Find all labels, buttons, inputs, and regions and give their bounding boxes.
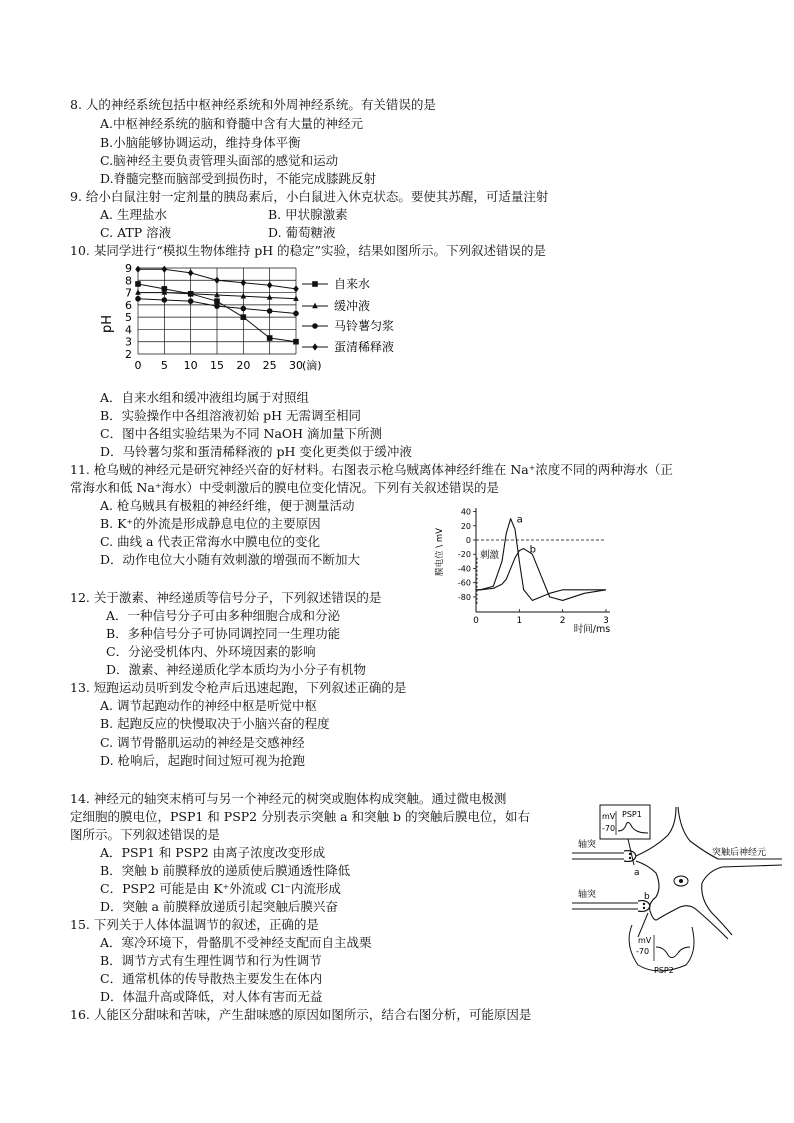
ph-chart: [100, 262, 420, 387]
ph-y-tick-label: 8: [125, 274, 132, 288]
ph-data-point: [135, 281, 141, 287]
ph-y-tick-label: 9: [125, 262, 132, 275]
synapse-b-label: b: [644, 892, 650, 902]
mp-y-tick-label: 0: [465, 536, 471, 545]
psp2-mv-label: mV: [638, 936, 652, 945]
ph-legend-marker: [312, 303, 318, 309]
q14-option-d: D．突触 a 前膜释放递质引起突触后膜兴奋: [100, 899, 338, 914]
ph-y-tick-label: 6: [125, 298, 132, 312]
psp2-label: PSP2: [654, 966, 674, 975]
ph-x-tick-label: 25: [262, 359, 277, 372]
ph-x-tick-label: 0: [134, 359, 142, 372]
q13-option-a: A. 调节起跑动作的神经中枢是听觉中枢: [100, 698, 317, 713]
q11-stem-line2: 常海水和低 Na⁺海水）中受刺激后的膜电位变化情况。下列有关叙述错误的是: [70, 480, 499, 495]
q9-stem: 9. 给小白鼠注射一定剂量的胰岛素后，小白鼠进入休克状态。要使其苏醒，可适量注射: [70, 189, 549, 204]
psp2-electrode: [638, 913, 648, 937]
ph-chart-y-ticks: [125, 262, 132, 361]
q12-option-a: A．一种信号分子可由多种细胞合成和分泌: [106, 608, 341, 623]
ph-legend-label: 自来水: [334, 277, 371, 291]
psp1-label: PSP1: [622, 810, 642, 819]
q12-option-b: B．多种信号分子可协同调控同一生理功能: [106, 626, 341, 641]
ph-x-tick-label: 20: [236, 359, 251, 372]
q8-option-c: C.脑神经主要负责管理头面部的感觉和运动: [100, 153, 339, 168]
q14-stem-line1: 14. 神经元的轴突末梢可与另一个神经元的树突或胞体构成突触。通过微电极测: [70, 791, 507, 806]
psp2-trace: [629, 925, 694, 975]
membrane-potential-chart: [432, 500, 622, 640]
mp-series-label: b: [529, 544, 537, 556]
ph-y-tick-label: 2: [125, 348, 132, 361]
q11-option-d: D．动作电位大小随有效刺激的增强而不断加大: [100, 552, 361, 567]
q16-stem: 16. 人能区分甜味和苦味，产生甜味感的原因如图所示，结合右图分析，可能原因是: [70, 1007, 532, 1022]
ph-data-point: [135, 289, 141, 295]
ph-data-point: [241, 314, 247, 320]
q9-option-d: D. 葡萄糖液: [268, 225, 336, 240]
ph-data-point: [135, 266, 141, 273]
ph-data-point: [188, 269, 194, 276]
q10-option-a: A．自来水组和缓冲液组均属于对照组: [100, 390, 310, 405]
ph-data-point: [293, 311, 299, 317]
mp-chart-x-label: 时间/ms: [573, 624, 611, 635]
q9-option-c: C. ATP 溶液: [100, 225, 172, 240]
mp-chart-y-label: 膜电位 \ mV: [435, 528, 445, 576]
q11-option-a: A. 枪乌贼具有极粗的神经纤维，便于测量活动: [100, 498, 355, 513]
q8-stem: 8. 人的神经系统包括中枢神经系统和外周神经系统。有关错误的是: [70, 97, 436, 112]
ph-chart-y-label: pH: [100, 314, 115, 334]
ph-data-point: [214, 303, 220, 309]
ph-legend-label: 缓冲液: [334, 299, 371, 313]
q12-stem: 12. 关于激素、神经递质等信号分子，下列叙述错误的是: [70, 590, 382, 605]
q15-option-a: A．寒冷环境下，骨骼肌不受神经支配而自主战栗: [100, 935, 372, 950]
axon-a: [572, 851, 636, 862]
mp-y-tick-label: -60: [457, 578, 471, 588]
ph-data-point: [293, 285, 299, 292]
ph-data-point: [267, 335, 273, 341]
q15-option-d: D．体温升高或降低，对人体有害而无益: [100, 989, 323, 1004]
q9-option-a: A. 生理盐水: [100, 207, 167, 222]
ph-data-point: [267, 308, 273, 314]
q14-option-c: C．PSP2 可能是由 K⁺外流或 Cl⁻内流形成: [100, 881, 341, 896]
synapse-a-label: a: [634, 868, 640, 878]
q14-stem-line2: 定细胞的膜电位，PSP1 和 PSP2 分别表示突触 a 和突触 b 的突触后膜电位，如右: [70, 809, 530, 824]
axon-b: [572, 901, 650, 912]
ph-data-point: [267, 294, 273, 300]
psp2-neg70-label: -70: [636, 947, 650, 956]
ph-x-tick-label: 30: [289, 359, 303, 372]
mp-y-tick-label: -40: [457, 564, 471, 574]
ph-data-point: [188, 298, 194, 304]
ph-data-point: [241, 306, 247, 312]
axon-b-label: 轴突: [578, 890, 597, 900]
q15-stem: 15. 下列关于人体体温调节的叙述，正确的是: [70, 917, 319, 932]
mp-y-tick-label: 20: [460, 521, 471, 531]
mp-y-tick-label: -80: [457, 592, 471, 602]
q8-option-b: B.小脑能够协调运动，维持身体平衡: [100, 135, 301, 150]
q12-option-c: C．分泌受机体内、外环境因素的影响: [106, 644, 316, 659]
ph-y-tick-label: 7: [125, 286, 132, 300]
ph-legend-marker: [312, 323, 318, 329]
ph-data-point: [214, 277, 220, 284]
q10-stem: 10. 某同学进行“模拟生物体维持 pH 的稳定”实验，结果如图所示。下列叙述错误的是: [70, 243, 546, 258]
q15-option-b: B．调节方式有生理性调节和行为性调节: [100, 953, 322, 968]
postsynaptic-neuron: [636, 807, 782, 939]
ph-data-point: [293, 339, 299, 345]
ph-data-point: [162, 297, 168, 303]
q11-option-c: C. 曲线 a 代表正常海水中膜电位的变化: [100, 534, 320, 549]
ph-y-tick-label: 3: [125, 335, 132, 349]
psp1-trace: [600, 805, 650, 839]
q15-option-c: C．通常机体的传导散热主要发生在体内: [100, 971, 323, 986]
ph-y-tick-label: 5: [125, 311, 132, 325]
q14-option-b: B．突触 b 前膜释放的递质使后膜通透性降低: [100, 863, 351, 878]
q10-option-b: B．实验操作中各组溶液初始 pH 无需调至相同: [100, 408, 362, 423]
ph-data-point: [214, 298, 220, 304]
ph-legend-marker: [312, 281, 318, 287]
ph-chart-x-ticks: [135, 359, 322, 372]
mp-series-label: a: [516, 514, 523, 526]
q12-option-d: D．激素、神经递质化学本质均为小分子有机物: [106, 662, 367, 677]
q14-option-a: A．PSP1 和 PSP2 由离子浓度改变形成: [100, 845, 326, 860]
q14-stem-line3: 图所示。下列叙述错误的是: [70, 827, 221, 842]
q8-option-a: A.中枢神经系统的脑和脊髓中含有大量的神经元: [100, 116, 364, 131]
ph-legend-marker: [312, 343, 318, 350]
q10-option-c: C．图中各组实验结果为不同 NaOH 滴加量下所测: [100, 426, 383, 441]
mp-x-tick-label: 0: [473, 616, 479, 626]
ph-x-tick-label: 10: [183, 359, 198, 372]
ph-data-point: [241, 293, 247, 299]
postsynaptic-neuron-label: 突触后神经元: [712, 848, 767, 858]
psp1-neg70-label: -70: [602, 824, 616, 833]
q13-option-c: C. 调节骨骼肌运动的神经是交感神经: [100, 735, 305, 750]
ph-data-point: [135, 296, 141, 302]
ph-y-tick-label: 4: [125, 323, 132, 337]
q13-option-d: D. 枪响后，起跑时间过短可视为抢跑: [100, 753, 306, 768]
q10-option-d: D．马铃薯匀浆和蛋清稀释液的 pH 变化更类似于缓冲液: [100, 444, 412, 459]
mp-chart-stimulus-label: 刺激: [480, 550, 500, 562]
q9-option-b: B. 甲状腺激素: [268, 207, 348, 222]
q13-stem: 13. 短跑运动员听到发令枪声后迅速起跑，下列叙述正确的是: [70, 680, 407, 695]
ph-data-point: [293, 295, 299, 301]
mp-x-tick-label: 3: [603, 616, 609, 626]
ph-data-point: [267, 282, 273, 289]
mp-x-tick-label: 2: [559, 616, 566, 626]
ph-x-tick-label: 5: [160, 359, 168, 372]
q11-stem-line1: 11. 枪乌贼的神经元是研究神经兴奋的好材料。右图表示枪乌贼离体神经纤维在 Na⁺浓度不同的两种海水（正: [70, 462, 673, 477]
mp-y-tick-label: -20: [457, 550, 471, 560]
ph-legend-label: 蛋清稀释液: [334, 340, 395, 354]
ph-x-tick-label: 15: [210, 359, 224, 372]
q13-option-b: B. 起跑反应的快慢取决于小脑兴奋的程度: [100, 716, 330, 731]
axon-a-label: 轴突: [578, 840, 597, 850]
ph-x-unit-label: (滴): [302, 359, 322, 372]
psp1-mv-label: mV: [602, 812, 616, 821]
ph-legend-label: 马铃薯匀浆: [334, 319, 395, 333]
mp-y-tick-label: 40: [460, 507, 471, 517]
ph-chart-legend: [302, 276, 394, 354]
q8-option-d: D.脊髓完整而脑部受到损伤时，不能完成膝跳反射: [100, 171, 377, 186]
mp-chart-ticks: [458, 508, 609, 626]
mp-x-tick-label: 1: [516, 616, 523, 626]
q11-option-b: B. K⁺的外流是形成静息电位的主要原因: [100, 516, 321, 531]
synapse-diagram: [572, 795, 782, 980]
ph-data-point: [162, 266, 168, 273]
